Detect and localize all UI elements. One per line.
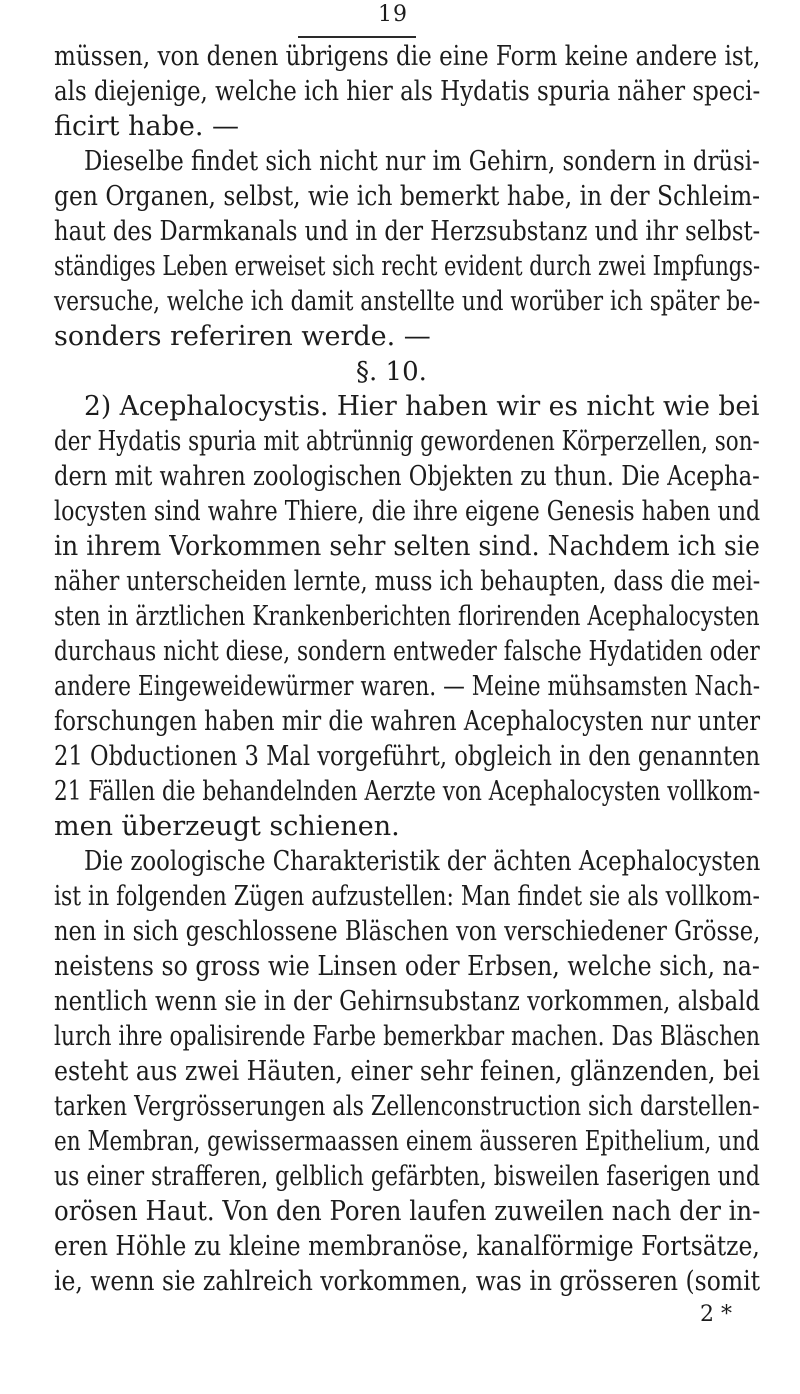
text-line: men überzeugt schienen. (54, 811, 400, 842)
text-line: ist in folgenden Zügen aufzustellen: Man findet sie als vollkom- (54, 881, 760, 912)
signature-mark: 2 * (700, 1302, 732, 1327)
text-line: durchaus nicht diese, sondern entweder falsche Hydatiden oder (54, 636, 760, 667)
text-line: ficirt habe. — (54, 111, 240, 142)
text-line: sten in ärztlichen Krankenberichten florirenden Acephalocysten (54, 601, 760, 632)
text-line: 21 Fällen die behandelnden Aerzte von Acephalocysten vollkom- (54, 776, 761, 807)
text-line: als diejenige, welche ich hier als Hydatis spuria näher speci- (54, 76, 761, 107)
section-heading: §. 10. (356, 357, 427, 387)
page-number: 19 (378, 2, 408, 27)
text-line: 2) Acephalocystis. Hier haben wir es nicht wie bei (84, 391, 760, 422)
text-line: ständiges Leben erweiset sich recht evident durch zwei Impfungs- (54, 251, 761, 282)
text-line: gen Organen, selbst, wie ich bemerkt habe, in der Schleim- (54, 181, 761, 212)
text-line: 21 Obductionen 3 Mal vorgeführt, obgleich in den genannten (54, 741, 761, 772)
text-line: Die zoologische Charakteristik der ächten Acephalocysten (84, 846, 761, 877)
text-line: eren Höhle zu kleine membranöse, kanalförmige Fortsätze, (54, 1231, 760, 1262)
text-line: dern mit wahren zoologischen Objekten zu thun. Die Acepha- (54, 461, 760, 492)
page-number-rule (298, 36, 416, 38)
text-line: haut des Darmkanals und in der Herzsubstanz und ihr selbst- (54, 216, 761, 247)
text-line: us einer strafferen, gelblich gefärbten, bisweilen faserigen und (54, 1161, 760, 1192)
text-line: orösen Haut. Von den Poren laufen zuweilen nach der in- (54, 1196, 761, 1227)
text-line: in ihrem Vorkommen sehr selten sind. Nachdem ich sie (54, 531, 760, 562)
text-line: locysten sind wahre Thiere, die ihre eigene Genesis haben und (54, 496, 761, 527)
text-line: ie, wenn sie zahlreich vorkommen, was in grösseren (somit (54, 1266, 761, 1297)
text-line: tarken Vergrösserungen als Zellenconstruction sich darstellen- (54, 1091, 760, 1122)
text-line: Dieselbe findet sich nicht nur im Gehirn, sondern in drüsi- (84, 146, 760, 177)
text-line: versuche, welche ich damit anstellte und worüber ich später be- (54, 286, 761, 317)
text-line: neistens so gross wie Linsen oder Erbsen, welche sich, na- (54, 951, 760, 982)
text-line: nen in sich geschlossene Bläschen von verschiedener Grösse, (54, 916, 761, 947)
text-line: en Membran, gewissermaassen einem äusseren Epithelium, und (54, 1126, 760, 1157)
text-line: näher unterscheiden lernte, muss ich behaupten, dass die mei- (54, 566, 761, 597)
text-line: lurch ihre opalisirende Farbe bemerkbar machen. Das Bläschen (54, 1021, 760, 1052)
text-line: sonders referiren werde. — (54, 321, 431, 352)
text-line: andere Eingeweidewürmer waren. — Meine mühsamsten Nach- (54, 671, 761, 702)
text-line: forschungen haben mir die wahren Acephalocysten nur unter (54, 706, 761, 737)
text-line: nentlich wenn sie in der Gehirnsubstanz vorkommen, alsbald (54, 986, 760, 1017)
text-line: esteht aus zwei Häuten, einer sehr feinen, glänzenden, bei (54, 1056, 760, 1087)
text-line: der Hydatis spuria mit abtrünnig gewordenen Körperzellen, son- (54, 426, 760, 457)
text-line: müssen, von denen übrigens die eine Form keine andere ist, (54, 41, 761, 72)
